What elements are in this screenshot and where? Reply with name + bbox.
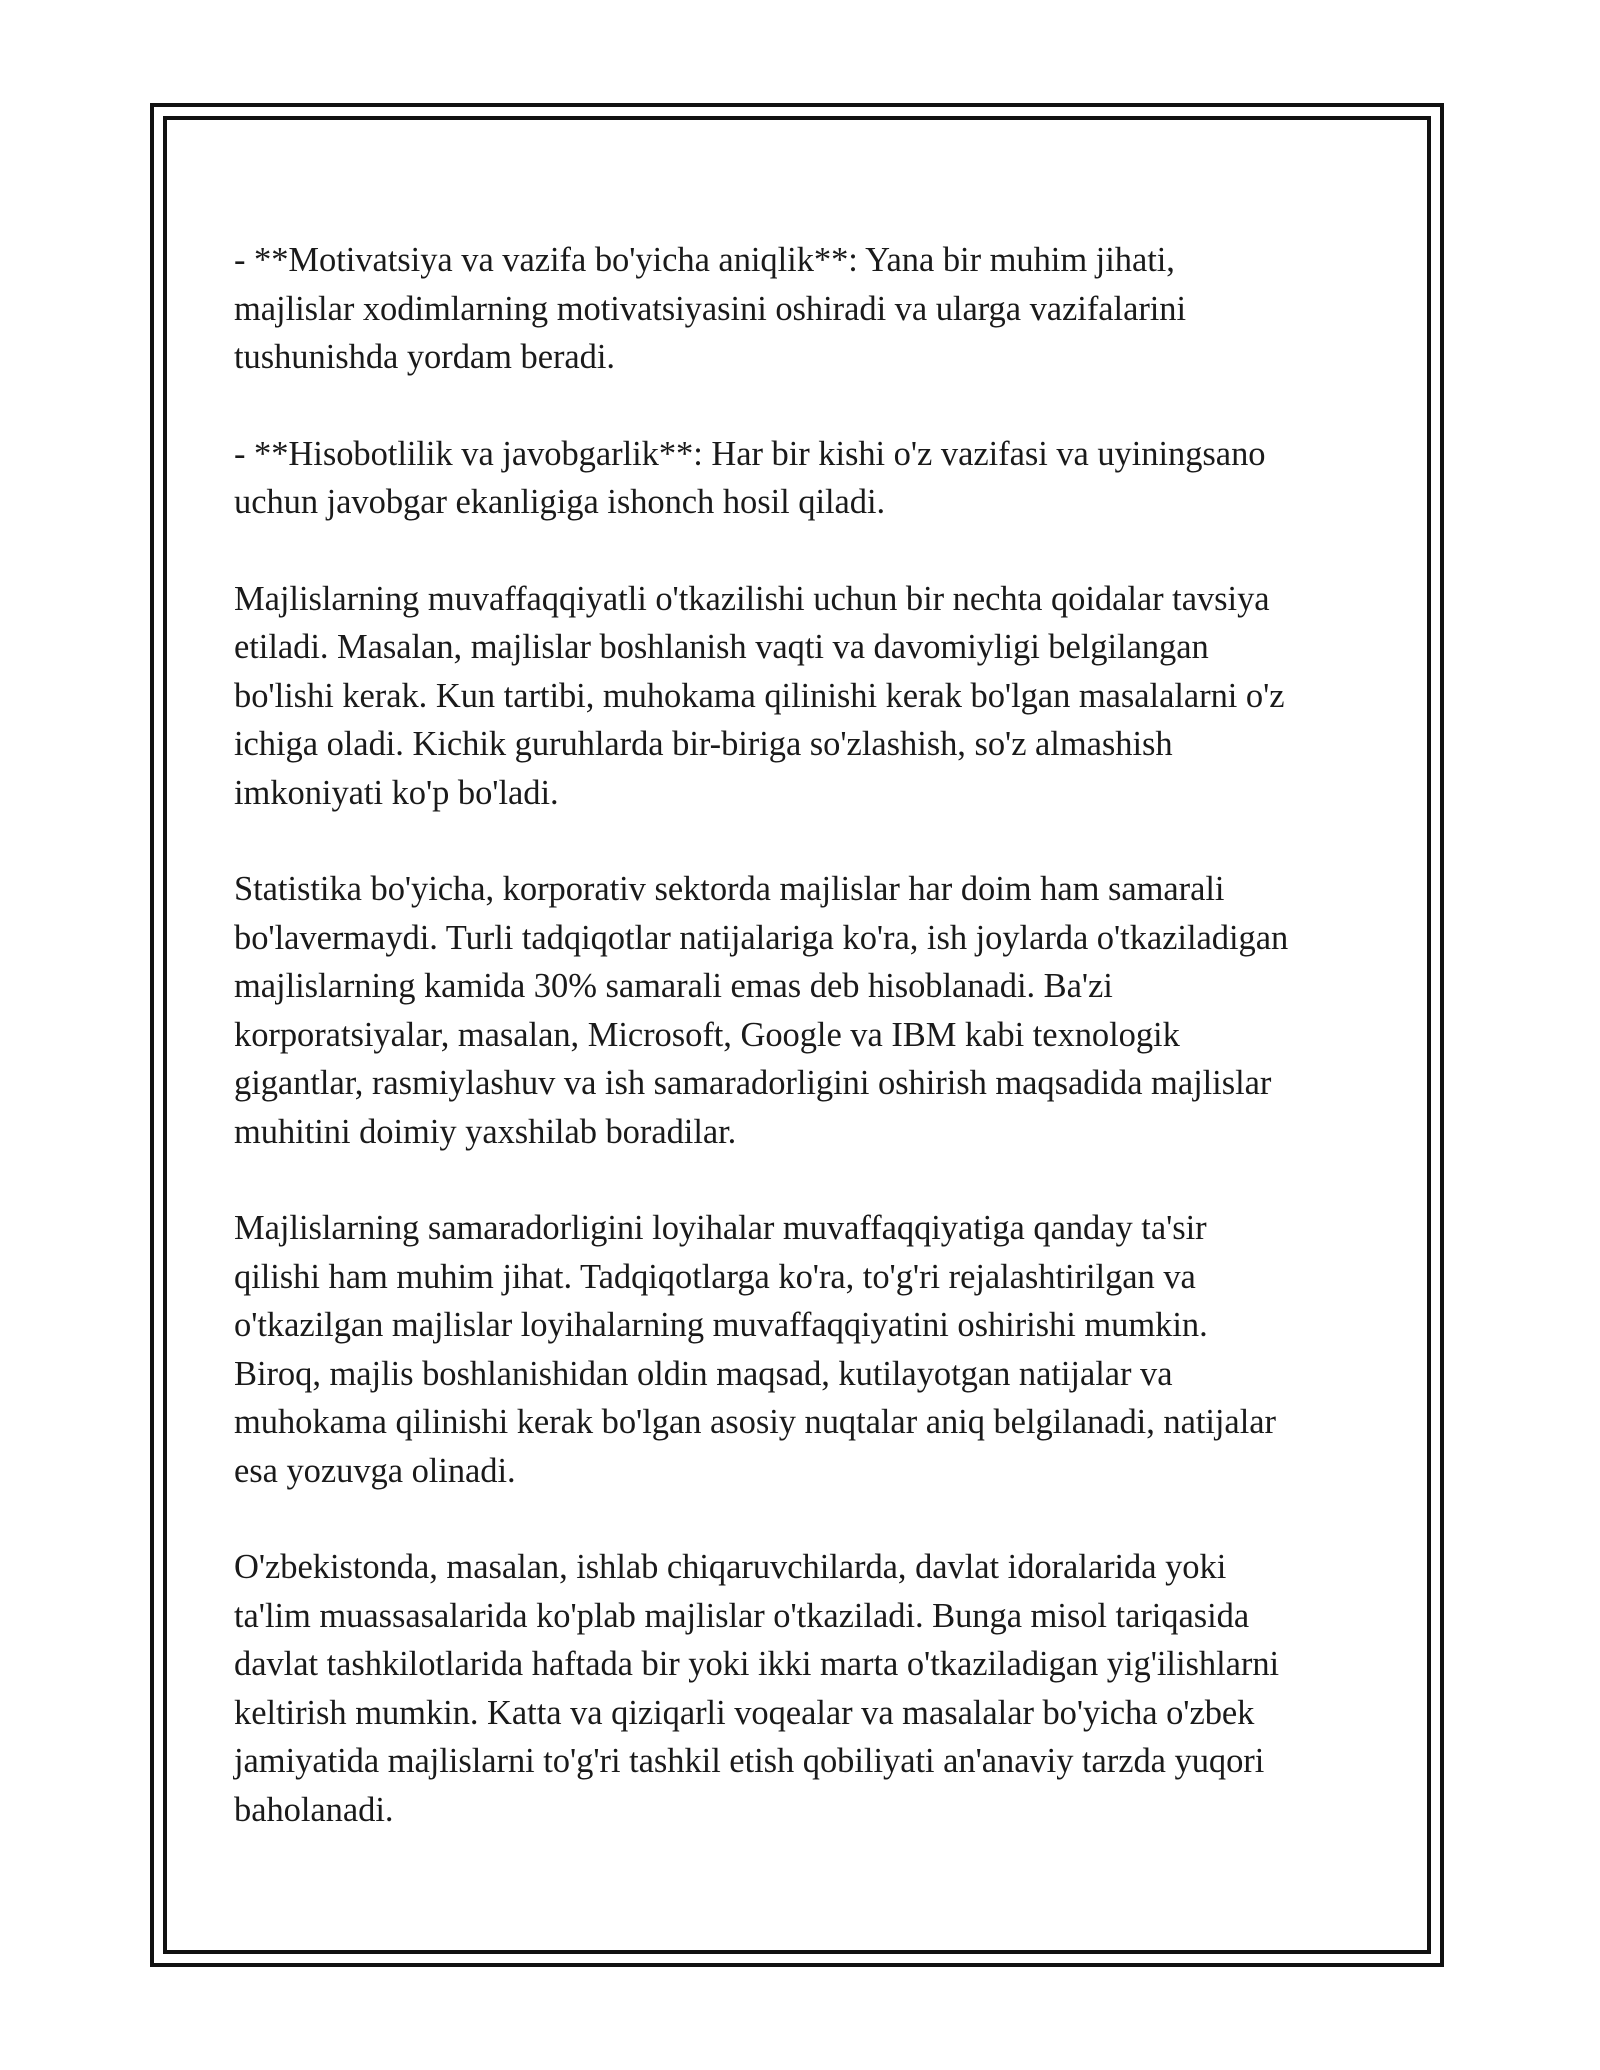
text-line: baholanadi. — [234, 1790, 394, 1829]
text-line: bo'lishi kerak. Kun tartibi, muhokama qilinishi kerak bo'lgan masalalarni o'z — [234, 676, 1285, 715]
text-line: majlislar xodimlarning motivatsiyasini oshiradi va ularga vazifalarini — [234, 289, 1187, 328]
text-line: etiladi. Masalan, majlislar boshlanish vaqti va davomiyligi belgilangan — [234, 628, 1209, 666]
paragraph-rules — [234, 575, 1374, 818]
text-line: - **Motivatsiya va vazifa bo'yicha aniqlik**: Yana bir muhim jihati, — [234, 241, 1175, 279]
text-line: muhitini doimiy yaxshilab boradilar. — [234, 1112, 737, 1151]
paragraph-motivation — [234, 236, 1374, 382]
text-line: ta'lim muassasalarida ko'plab majlislar o'tkaziladi. Bunga misol tariqasida — [234, 1596, 1250, 1635]
paragraph-statistics — [234, 865, 1374, 1156]
text-line: Biroq, majlis boshlanishidan oldin maqsad, kutilayotgan natijalar va — [234, 1354, 1173, 1393]
paragraph-accountability — [234, 430, 1374, 527]
text-line: bo'lavermaydi. Turli tadqiqotlar natijalariga ko'ra, ish joylarda o'tkaziladigan — [234, 918, 1289, 957]
text-line: korporatsiyalar, masalan, Microsoft, Google va IBM kabi texnologik — [234, 1015, 1180, 1054]
text-line: imkoniyati ko'p bo'ladi. — [234, 773, 559, 812]
text-line: Statistika bo'yicha, korporativ sektorda majlislar har doim ham samarali — [234, 870, 1225, 908]
text-line: Majlislarning muvaffaqqiyatli o'tkazilishi uchun bir nechta qoidalar tavsiya — [234, 579, 1270, 618]
paragraph-uzbekistan — [234, 1543, 1374, 1834]
text-line: uchun javobgar ekanligiga ishonch hosil qiladi. — [234, 483, 886, 521]
text-line: majlislarning kamida 30% samarali emas deb hisoblanadi. Ba'zi — [234, 967, 1113, 1005]
text-line: jamiyatida majlislarni to'g'ri tashkil etish qobiliyati an'anaviy tarzda yuqori — [234, 1742, 1265, 1780]
text-line: muhokama qilinishi kerak bo'lgan asosiy nuqtalar aniq belgilanadi, natijalar — [234, 1403, 1276, 1441]
text-line: O'zbekistonda, masalan, ishlab chiqaruvchilarda, davlat idoralarida yoki — [234, 1548, 1227, 1586]
text-line: gigantlar, rasmiylashuv va ish samaradorligini oshirish maqsadida majlislar — [234, 1064, 1272, 1102]
text-line: tushunishda yordam beradi. — [234, 338, 615, 376]
text-line: qilishi ham muhim jihat. Tadqiqotlarga ko'ra, to'g'ri rejalashtirilgan va — [234, 1257, 1196, 1296]
text-line: esa yozuvga olinadi. — [234, 1451, 516, 1490]
document-body — [234, 236, 1374, 1882]
text-line: o'tkazilgan majlislar loyihalarning muvaffaqqiyatini oshirishi mumkin. — [234, 1306, 1208, 1344]
text-line: ichiga oladi. Kichik guruhlarda bir-biriga so'zlashish, so'z almashish — [234, 725, 1173, 763]
text-line: - **Hisobotlilik va javobgarlik**: Har bir kishi o'z vazifasi va uyiningsano — [234, 434, 1266, 473]
text-line: keltirish mumkin. Katta va qiziqarli voqealar va masalalar bo'yicha o'zbek — [234, 1693, 1255, 1732]
text-line: davlat tashkilotlarida haftada bir yoki ikki marta o'tkaziladigan yig'ilishlarni — [234, 1645, 1280, 1683]
text-line: Majlislarning samaradorligini loyihalar muvaffaqqiyatiga qanday ta'sir — [234, 1209, 1207, 1247]
paragraph-effectiveness — [234, 1204, 1374, 1495]
